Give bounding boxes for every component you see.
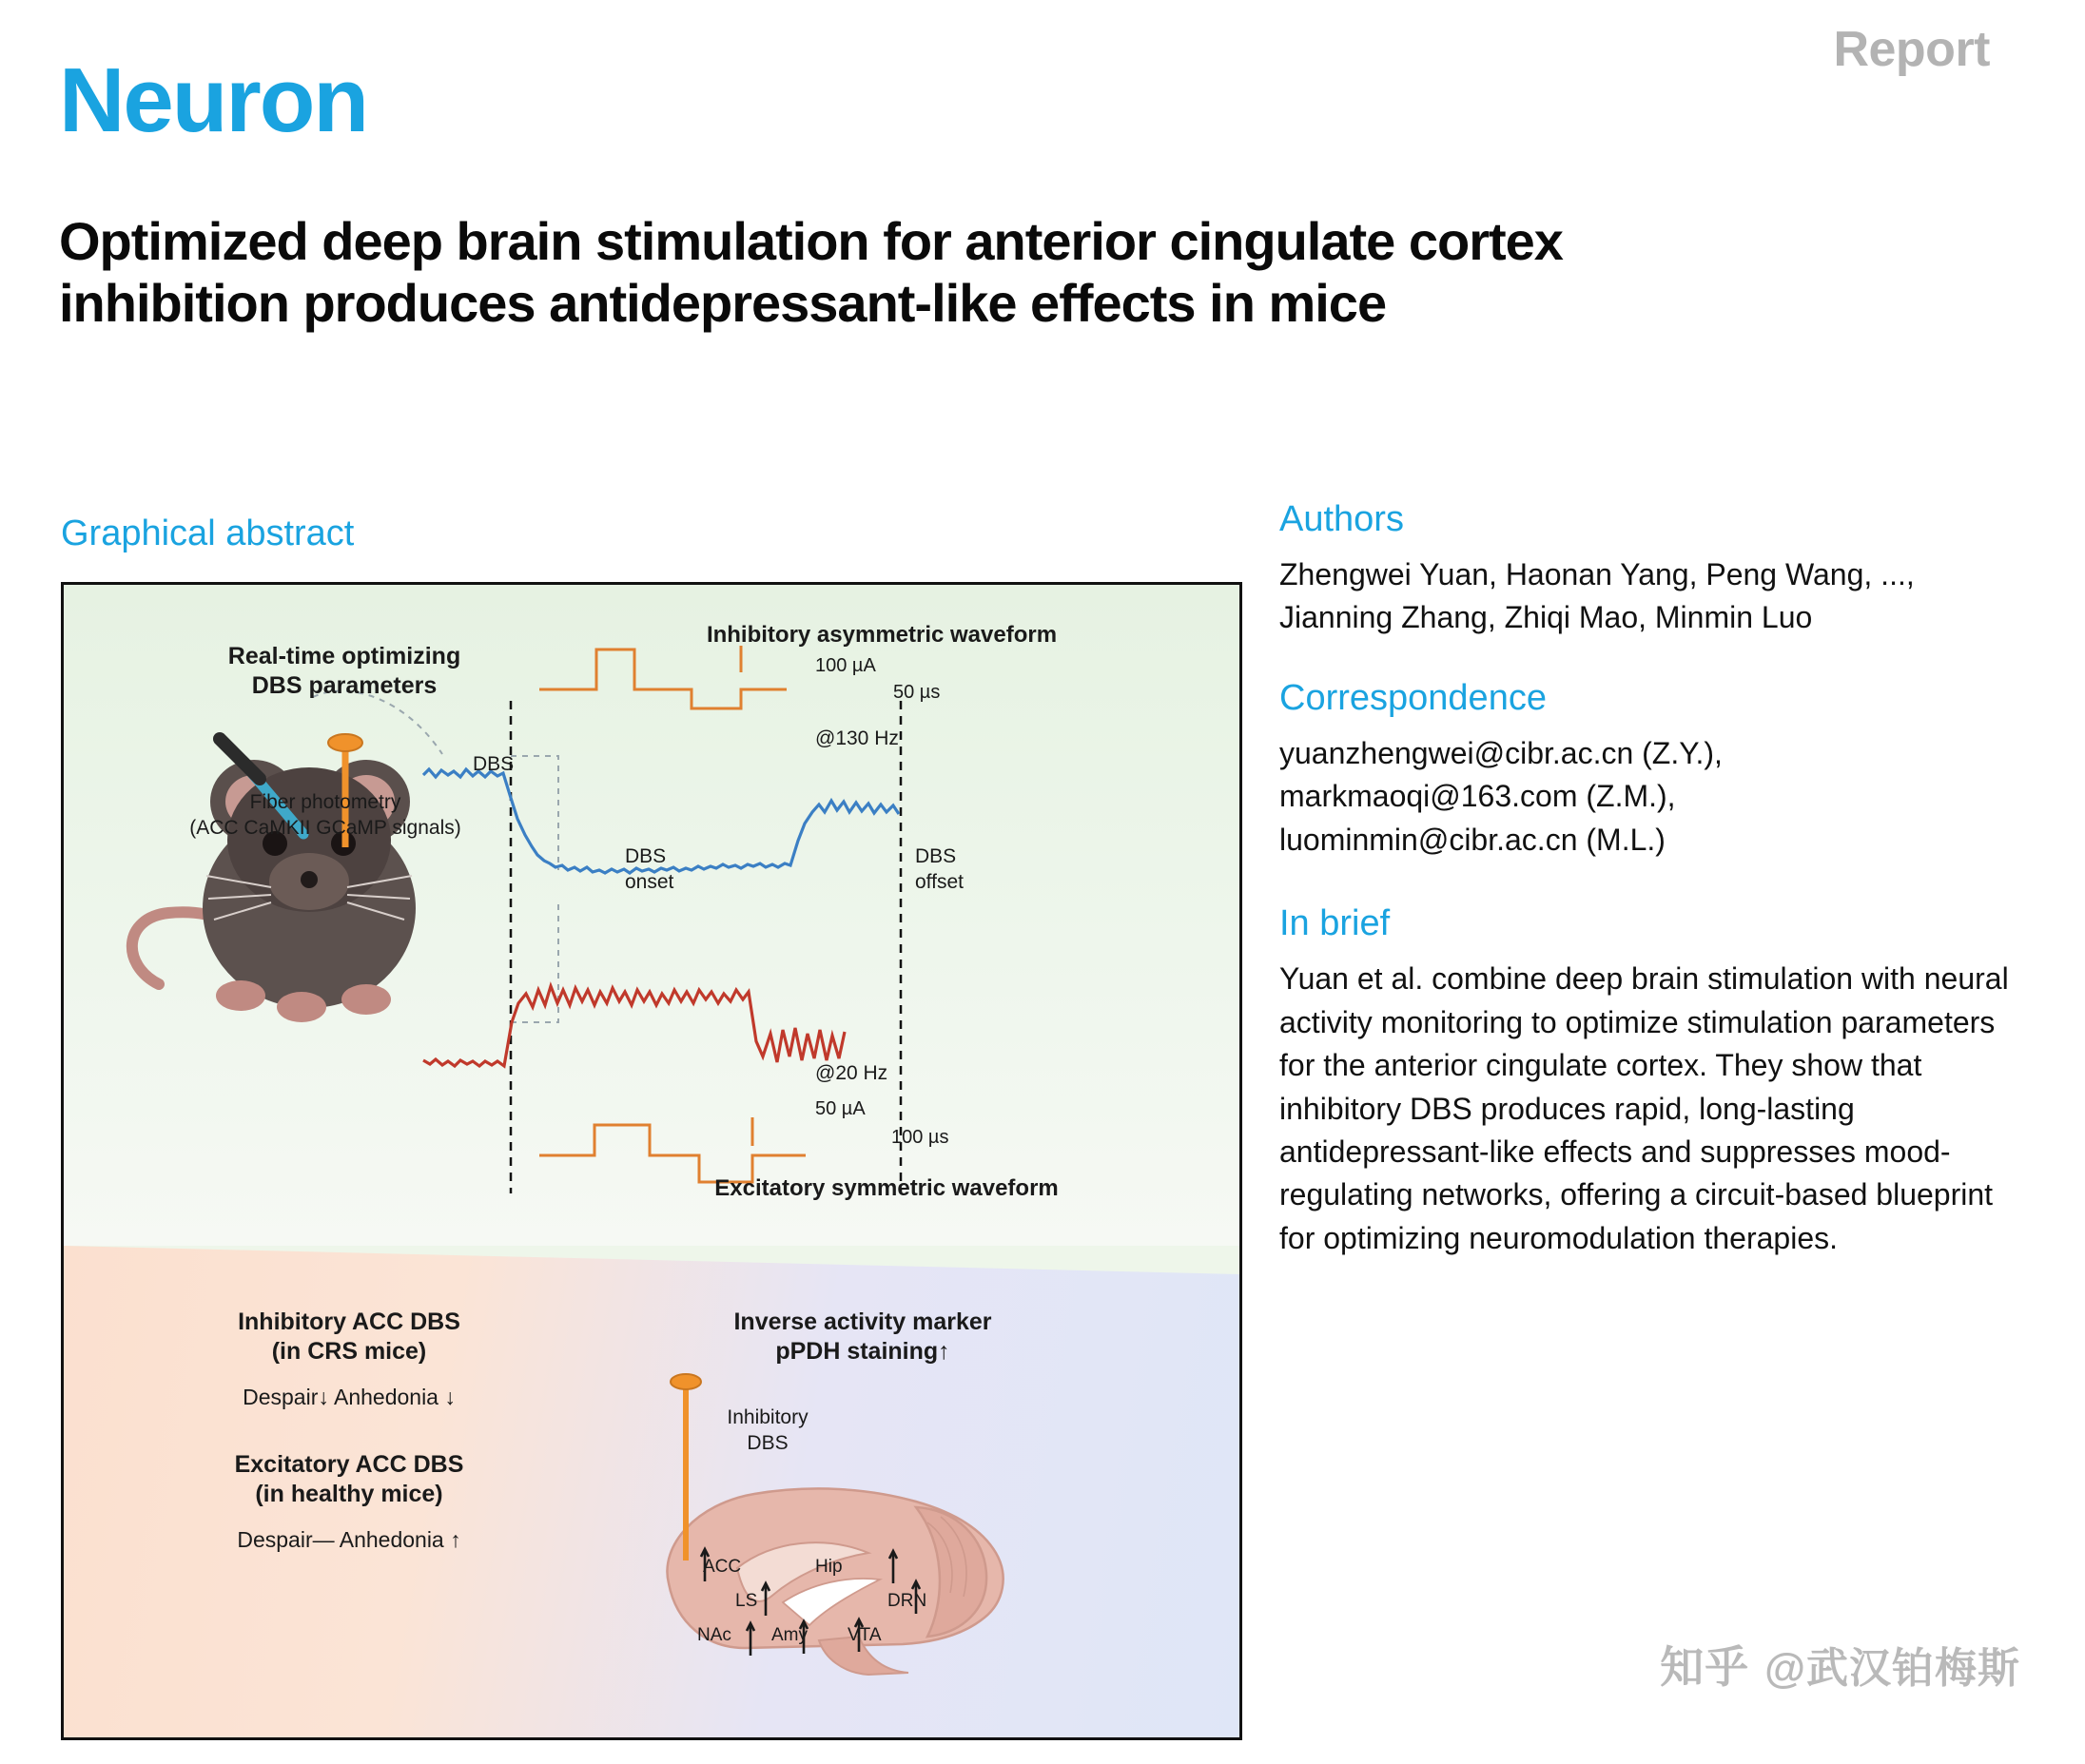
in-brief-text: Yuan et al. combine deep brain stimulation with neural activity monitoring to optimize stimulation parameters for the anterior cingulate cortex. They show that inhibitory DBS produces rapid, long-lasting antidepressant-like effects and suppresses mood-regulating networks, offering a circuit-based blueprint for optimizing neuromodulation therapies. <box>1279 961 2009 1255</box>
brain-region-amy: Amy <box>771 1625 808 1645</box>
figure-label-inhibitory-acc-dbs: Inhibitory ACC DBS (in CRS mice) <box>238 1308 460 1366</box>
figure-label-inhibitory-outcomes: Despair↓ Anhedonia ↓ <box>243 1385 456 1409</box>
figure-label-inhibitory-dbs-2: Inhibitory DBS <box>727 1406 809 1455</box>
figure-label-amplitude-inhibitory: 100 µA <box>815 655 876 676</box>
correspondence-line-2: markmaoqi@163.com (Z.M.), <box>1279 779 1676 814</box>
in-brief-heading: In brief <box>1279 903 1391 944</box>
in-brief-section <box>1279 903 2031 1260</box>
correspondence-line-3: luominmin@cibr.ac.cn (M.L.) <box>1279 822 1666 857</box>
journal-logo: Neuron <box>59 49 367 151</box>
page-title: Optimized deep brain stimulation for anterior cingulate cortex inhibition produces antidepressant-like effects in mice <box>59 211 1563 333</box>
zhihu-logo: 知乎 <box>1660 1642 1750 1692</box>
watermark <box>1660 1633 2020 1696</box>
figure-label-frequency-excitatory: @20 Hz <box>815 1062 888 1084</box>
authors-section <box>1279 499 2031 640</box>
figure-label-pulsewidth-excitatory: 100 µs <box>891 1127 949 1148</box>
brain-region-vta: VTA <box>848 1625 882 1645</box>
figure-label-dbs-onset: DBS onset <box>625 845 674 894</box>
figure-label-excitatory-acc-dbs: Excitatory ACC DBS (in healthy mice) <box>234 1451 464 1508</box>
figure-label-inhibitory-waveform: Inhibitory asymmetric waveform <box>706 622 1058 648</box>
brain-region-acc: ACC <box>703 1557 742 1577</box>
figure-label-fiber-photometry: Fiber photometry (ACC CaMKII GCaMP signals) <box>189 791 461 840</box>
figure-label-amplitude-excitatory: 50 µA <box>815 1098 866 1119</box>
article-metadata-column <box>1279 499 2031 1292</box>
figure-label-pulsewidth-inhibitory: 50 µs <box>893 682 941 703</box>
figure-label-realtime: Real-time optimizing DBS parameters <box>227 643 461 700</box>
figure-label-excitatory-outcomes: Despair— Anhedonia ↑ <box>237 1527 461 1552</box>
brain-region-nac: NAc <box>697 1625 731 1645</box>
authors-heading: Authors <box>1279 499 1404 539</box>
graphical-abstract-figure <box>61 582 1242 1740</box>
article-type-label: Report <box>1833 22 1990 77</box>
watermark-handle: @武汉铂梅斯 <box>1764 1645 2020 1692</box>
correspondence-section <box>1279 678 2031 862</box>
brain-region-drn: DRN <box>887 1591 927 1611</box>
brain-region-ls: LS <box>735 1591 758 1611</box>
graphical-abstract-heading: Graphical abstract <box>61 514 355 553</box>
figure-label-inverse-marker: Inverse activity marker pPDH staining↑ <box>733 1308 992 1366</box>
authors-list: Zhengwei Yuan, Haonan Yang, Peng Wang, ..., Jianning Zhang, Zhiqi Mao, Minmin Luo <box>1279 557 1915 635</box>
figure-graphics <box>64 585 1239 1737</box>
figure-label-dbs: DBS <box>473 753 515 775</box>
figure-label-dbs-offset: DBS offset <box>915 845 964 894</box>
correspondence-heading: Correspondence <box>1279 677 1547 718</box>
figure-label-excitatory-waveform: Excitatory symmetric waveform <box>714 1175 1059 1201</box>
correspondence-lines <box>1279 732 2031 862</box>
correspondence-line-1: yuanzhengwei@cibr.ac.cn (Z.Y.), <box>1279 735 1723 770</box>
brain-region-hip: Hip <box>815 1557 843 1577</box>
figure-label-frequency-inhibitory: @130 Hz <box>815 727 899 749</box>
